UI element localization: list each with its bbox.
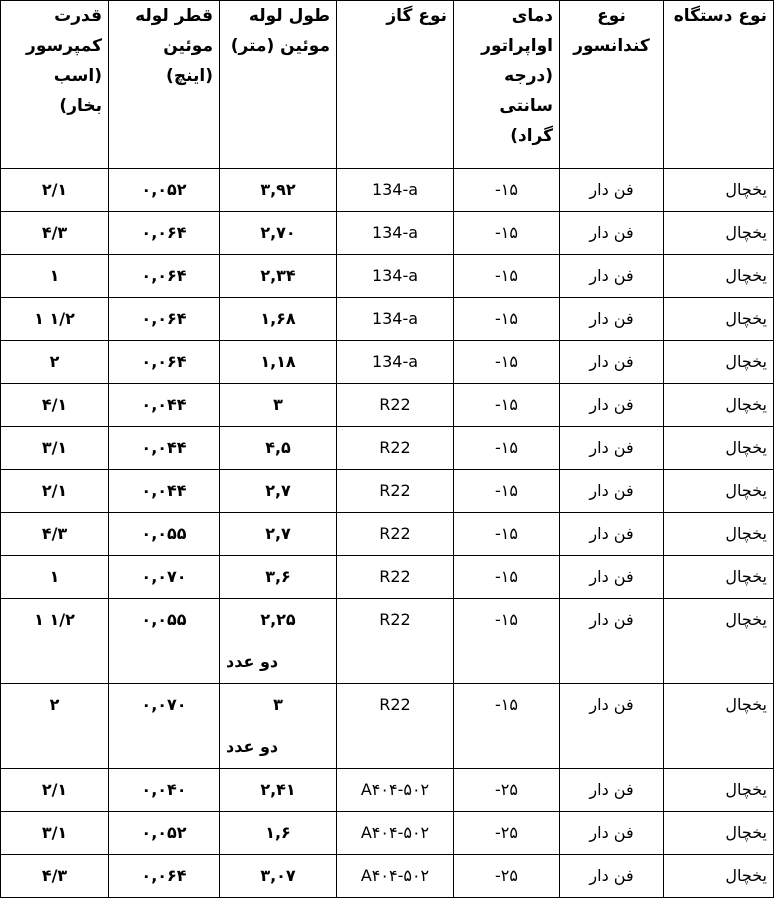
table-row — [1, 556, 774, 599]
cell-gas-type — [337, 427, 454, 470]
header-gas: نوع گاز — [337, 1, 454, 169]
cell-pipe-length-value: ۳,۶ — [265, 567, 291, 586]
cell-evaporator-temp — [454, 599, 560, 684]
header-pipe-length: طول لوله موئین (متر) — [220, 1, 337, 169]
cell-evaporator-temp-value: -۱۵ — [495, 524, 518, 543]
cell-gas-type-value: R22 — [379, 438, 411, 457]
cell-gas-type — [337, 684, 454, 769]
cell-condenser-value: فن دار — [589, 695, 634, 714]
cell-condenser — [560, 855, 664, 898]
cell-evaporator-temp — [454, 684, 560, 769]
cell-device-value: یخچال — [725, 438, 767, 457]
cell-pipe-length-value: ۲,۷۰ — [260, 223, 296, 242]
cell-device — [664, 212, 774, 255]
cell-pipe-diameter-value: ۰,۰۴۴ — [141, 481, 187, 500]
cell-device-value: یخچال — [725, 780, 767, 799]
cell-pipe-diameter — [109, 427, 220, 470]
cell-gas-type — [337, 556, 454, 599]
cell-device — [664, 684, 774, 769]
cell-compressor-power-value: ۳/۱ — [41, 823, 68, 842]
cell-pipe-length-value: ۱,۶ — [265, 823, 291, 842]
cell-compressor-power-value: ۳/۱ — [41, 438, 68, 457]
cell-gas-type — [337, 812, 454, 855]
cell-device — [664, 169, 774, 212]
cell-evaporator-temp-value: -۲۵ — [495, 823, 518, 842]
cell-compressor-power — [1, 470, 109, 513]
cell-pipe-diameter — [109, 769, 220, 812]
cell-gas-type — [337, 855, 454, 898]
cell-gas-type-value: A۴۰۴-۵۰۲ — [360, 866, 430, 885]
cell-evaporator-temp — [454, 169, 560, 212]
cell-gas-type-value: R22 — [379, 481, 411, 500]
cell-compressor-power-value: ۴/۳ — [41, 866, 68, 885]
cell-device — [664, 556, 774, 599]
cell-device-value: یخچال — [725, 352, 767, 371]
cell-pipe-diameter — [109, 513, 220, 556]
cell-condenser — [560, 684, 664, 769]
header-row — [1, 1, 774, 169]
cell-compressor-power-value: ۱ ۱/۲ — [34, 309, 75, 328]
cell-condenser — [560, 255, 664, 298]
cell-pipe-length — [220, 855, 337, 898]
table-row — [1, 427, 774, 470]
cell-evaporator-temp — [454, 255, 560, 298]
cell-evaporator-temp-value: -۱۵ — [495, 352, 518, 371]
cell-device — [664, 769, 774, 812]
cell-gas-type-value: 134-a — [371, 266, 419, 285]
cell-pipe-length-value: ۳ — [273, 695, 283, 714]
cell-evaporator-temp-value: -۱۵ — [495, 610, 518, 629]
cell-compressor-power-value: ۲ — [49, 352, 60, 371]
cell-device-value: یخچال — [725, 567, 767, 586]
cell-pipe-length-value: ۲,۷ — [265, 524, 291, 543]
cell-device-value: یخچال — [725, 309, 767, 328]
header-evaporator: دمای اواپراتور (درجه سانتی گراد) — [454, 1, 560, 169]
header-condenser: نوع کندانسور — [560, 1, 664, 169]
cell-pipe-length — [220, 169, 337, 212]
cell-evaporator-temp-value: -۱۵ — [495, 180, 518, 199]
cell-pipe-diameter — [109, 212, 220, 255]
cell-compressor-power — [1, 384, 109, 427]
cell-pipe-length — [220, 812, 337, 855]
cell-condenser — [560, 384, 664, 427]
cell-condenser — [560, 513, 664, 556]
cell-device-value: یخچال — [725, 266, 767, 285]
cell-device-value: یخچال — [725, 223, 767, 242]
cell-condenser — [560, 769, 664, 812]
cell-pipe-diameter-value: ۰,۰۶۴ — [141, 309, 187, 328]
cell-device — [664, 855, 774, 898]
cell-pipe-diameter — [109, 855, 220, 898]
cell-gas-type — [337, 169, 454, 212]
cell-device — [664, 384, 774, 427]
cell-device-value: یخچال — [725, 395, 767, 414]
table-row — [1, 298, 774, 341]
table-row — [1, 212, 774, 255]
cell-compressor-power — [1, 255, 109, 298]
cell-pipe-length-value: ۲,۲۵ — [260, 610, 296, 629]
cell-pipe-diameter — [109, 341, 220, 384]
table-row — [1, 470, 774, 513]
cell-evaporator-temp-value: -۱۵ — [495, 695, 518, 714]
cell-condenser-value: فن دار — [589, 395, 634, 414]
cell-pipe-diameter — [109, 255, 220, 298]
cell-gas-type — [337, 341, 454, 384]
cell-gas-type-value: R22 — [379, 695, 411, 714]
cell-device — [664, 470, 774, 513]
cell-pipe-diameter — [109, 556, 220, 599]
cell-pipe-length-value: ۴,۵ — [265, 438, 291, 457]
cell-evaporator-temp-value: -۲۵ — [495, 780, 518, 799]
cell-gas-type — [337, 513, 454, 556]
cell-evaporator-temp — [454, 812, 560, 855]
cell-pipe-diameter-value: ۰,۰۶۴ — [141, 866, 187, 885]
cell-pipe-length-note: دو عدد — [226, 737, 279, 756]
table-body — [1, 169, 774, 898]
cell-pipe-length — [220, 255, 337, 298]
cell-evaporator-temp — [454, 556, 560, 599]
table-row — [1, 812, 774, 855]
table-row — [1, 599, 774, 684]
cell-device — [664, 427, 774, 470]
cell-compressor-power — [1, 855, 109, 898]
cell-compressor-power — [1, 427, 109, 470]
cell-condenser-value: فن دار — [589, 266, 634, 285]
cell-evaporator-temp-value: -۱۵ — [495, 567, 518, 586]
cell-evaporator-temp-value: -۱۵ — [495, 438, 518, 457]
cell-pipe-length — [220, 427, 337, 470]
cell-gas-type-value: A۴۰۴-۵۰۲ — [360, 780, 430, 799]
cell-condenser-value: فن دار — [589, 567, 634, 586]
cell-condenser-value: فن دار — [589, 866, 634, 885]
cell-device — [664, 298, 774, 341]
cell-pipe-length — [220, 556, 337, 599]
cell-compressor-power — [1, 599, 109, 684]
cell-condenser — [560, 298, 664, 341]
cell-gas-type — [337, 255, 454, 298]
cell-pipe-diameter — [109, 684, 220, 769]
cell-device-value: یخچال — [725, 610, 767, 629]
cell-compressor-power — [1, 513, 109, 556]
cell-device-value: یخچال — [725, 180, 767, 199]
cell-condenser — [560, 812, 664, 855]
cell-compressor-power-value: ۱ — [49, 266, 60, 285]
cell-pipe-length-value: ۳,۰۷ — [260, 866, 296, 885]
cell-condenser-value: فن دار — [589, 352, 634, 371]
cell-condenser — [560, 169, 664, 212]
cell-pipe-length — [220, 684, 337, 769]
cell-condenser — [560, 427, 664, 470]
cell-device — [664, 812, 774, 855]
cell-pipe-diameter-value: ۰,۰۵۲ — [141, 180, 187, 199]
cell-pipe-diameter-value: ۰,۰۷۰ — [141, 695, 187, 714]
cell-device-value: یخچال — [725, 695, 767, 714]
cell-condenser-value: فن دار — [589, 610, 634, 629]
cell-pipe-length — [220, 341, 337, 384]
cell-gas-type-value: R22 — [379, 567, 411, 586]
cell-pipe-length — [220, 513, 337, 556]
cell-pipe-length — [220, 384, 337, 427]
cell-compressor-power — [1, 212, 109, 255]
cell-gas-type-value: R22 — [379, 395, 411, 414]
cell-evaporator-temp-value: -۱۵ — [495, 266, 518, 285]
header-device: نوع دستگاه — [664, 1, 774, 169]
cell-evaporator-temp — [454, 212, 560, 255]
cell-pipe-diameter-value: ۰,۰۵۵ — [141, 524, 187, 543]
cell-compressor-power-value: ۲/۱ — [41, 780, 68, 799]
cell-gas-type-value: 134-a — [371, 180, 419, 199]
cell-gas-type — [337, 769, 454, 812]
cell-condenser-value: فن دار — [589, 223, 634, 242]
cell-evaporator-temp-value: -۱۵ — [495, 481, 518, 500]
cell-compressor-power — [1, 298, 109, 341]
cell-condenser-value: فن دار — [589, 180, 634, 199]
cell-pipe-diameter — [109, 298, 220, 341]
cell-condenser-value: فن دار — [589, 780, 634, 799]
cell-pipe-length — [220, 769, 337, 812]
cell-pipe-diameter — [109, 384, 220, 427]
cell-compressor-power — [1, 556, 109, 599]
cell-device — [664, 513, 774, 556]
cell-evaporator-temp-value: -۱۵ — [495, 223, 518, 242]
cell-device — [664, 599, 774, 684]
cell-pipe-length-value: ۲,۴۱ — [260, 780, 296, 799]
cell-pipe-length — [220, 298, 337, 341]
cell-pipe-diameter-value: ۰,۰۴۴ — [141, 438, 187, 457]
cell-gas-type-value: 134-a — [371, 309, 419, 328]
cell-evaporator-temp-value: -۲۵ — [495, 866, 518, 885]
cell-pipe-length-value: ۳ — [273, 395, 283, 414]
table-row — [1, 255, 774, 298]
cell-pipe-length-value: ۳,۹۲ — [260, 180, 296, 199]
cell-pipe-diameter-value: ۰,۰۴۴ — [141, 395, 187, 414]
cell-device — [664, 255, 774, 298]
cell-pipe-diameter — [109, 470, 220, 513]
cell-gas-type — [337, 384, 454, 427]
cell-compressor-power — [1, 769, 109, 812]
cell-gas-type-value: A۴۰۴-۵۰۲ — [360, 823, 430, 842]
cell-device-value: یخچال — [725, 823, 767, 842]
cell-evaporator-temp — [454, 298, 560, 341]
cell-evaporator-temp — [454, 769, 560, 812]
cell-condenser — [560, 212, 664, 255]
cell-device-value: یخچال — [725, 481, 767, 500]
cell-pipe-diameter-value: ۰,۰۶۴ — [141, 352, 187, 371]
cell-condenser — [560, 341, 664, 384]
cell-compressor-power — [1, 812, 109, 855]
table-row — [1, 169, 774, 212]
cell-pipe-diameter-value: ۰,۰۶۴ — [141, 266, 187, 285]
cell-gas-type-value: R22 — [379, 610, 411, 629]
cell-gas-type — [337, 599, 454, 684]
cell-device — [664, 341, 774, 384]
cell-compressor-power-value: ۱ — [49, 567, 60, 586]
cell-evaporator-temp — [454, 341, 560, 384]
cell-evaporator-temp — [454, 427, 560, 470]
cell-pipe-length-note: دو عدد — [226, 652, 279, 671]
cell-evaporator-temp-value: -۱۵ — [495, 395, 518, 414]
table-row — [1, 513, 774, 556]
cell-evaporator-temp — [454, 855, 560, 898]
cell-gas-type-value: 134-a — [371, 352, 419, 371]
cell-condenser — [560, 556, 664, 599]
cell-device-value: یخچال — [725, 524, 767, 543]
cell-pipe-diameter — [109, 599, 220, 684]
table-row — [1, 855, 774, 898]
cell-pipe-length — [220, 599, 337, 684]
cell-compressor-power — [1, 169, 109, 212]
cell-compressor-power — [1, 684, 109, 769]
cell-pipe-diameter — [109, 169, 220, 212]
cell-pipe-length — [220, 212, 337, 255]
cell-compressor-power-value: ۴/۱ — [41, 395, 68, 414]
cell-evaporator-temp — [454, 513, 560, 556]
table-row — [1, 684, 774, 769]
cell-pipe-diameter-value: ۰,۰۷۰ — [141, 567, 187, 586]
cell-pipe-diameter-value: ۰,۰۴۰ — [141, 780, 187, 799]
table-row — [1, 384, 774, 427]
cell-gas-type — [337, 212, 454, 255]
cell-evaporator-temp-value: -۱۵ — [495, 309, 518, 328]
cell-compressor-power-value: ۴/۳ — [41, 524, 68, 543]
cell-pipe-diameter — [109, 812, 220, 855]
cell-pipe-length-value: ۲,۷ — [265, 481, 291, 500]
cell-gas-type-value: 134-a — [371, 223, 419, 242]
cell-pipe-diameter-value: ۰,۰۵۵ — [141, 610, 187, 629]
cell-compressor-power-value: ۲ — [49, 695, 60, 714]
cell-compressor-power — [1, 341, 109, 384]
cell-compressor-power-value: ۱ ۱/۲ — [34, 610, 75, 629]
cell-pipe-diameter-value: ۰,۰۵۲ — [141, 823, 187, 842]
table-row — [1, 769, 774, 812]
cell-condenser-value: فن دار — [589, 823, 634, 842]
table-row — [1, 341, 774, 384]
header-pipe-diameter: قطر لوله موئین (اینچ) — [109, 1, 220, 169]
cell-evaporator-temp — [454, 470, 560, 513]
cell-device-value: یخچال — [725, 866, 767, 885]
cell-pipe-diameter-value: ۰,۰۶۴ — [141, 223, 187, 242]
cell-gas-type — [337, 470, 454, 513]
cell-condenser — [560, 470, 664, 513]
cell-compressor-power-value: ۲/۱ — [41, 180, 68, 199]
cell-condenser — [560, 599, 664, 684]
cell-gas-type-value: R22 — [379, 524, 411, 543]
cell-gas-type — [337, 298, 454, 341]
cell-pipe-length-value: ۱,۱۸ — [260, 352, 296, 371]
cell-compressor-power-value: ۴/۳ — [41, 223, 68, 242]
cell-condenser-value: فن دار — [589, 309, 634, 328]
cell-pipe-length-value: ۱,۶۸ — [260, 309, 296, 328]
header-compressor-power: قدرت کمپرسور (اسب بخار) — [1, 1, 109, 169]
cell-condenser-value: فن دار — [589, 481, 634, 500]
cell-pipe-length — [220, 470, 337, 513]
cell-evaporator-temp — [454, 384, 560, 427]
cell-condenser-value: فن دار — [589, 524, 634, 543]
cell-pipe-length-value: ۲,۳۴ — [260, 266, 296, 285]
cell-condenser-value: فن دار — [589, 438, 634, 457]
cell-compressor-power-value: ۲/۱ — [41, 481, 68, 500]
